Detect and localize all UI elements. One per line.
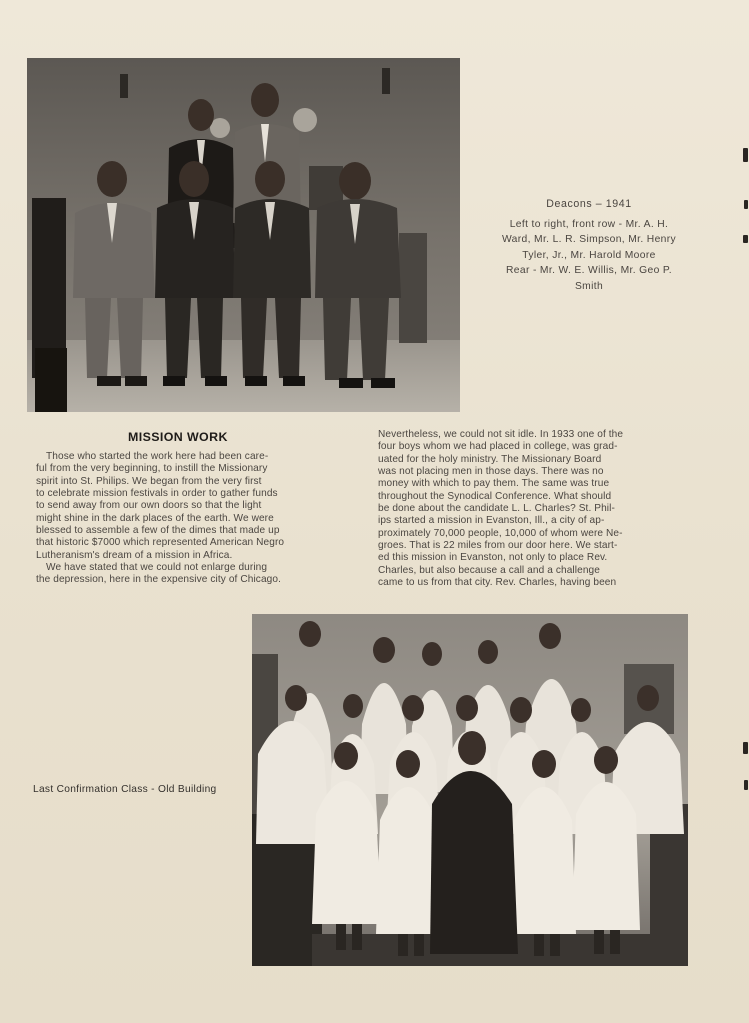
right-edge-mark xyxy=(743,148,748,162)
text-line: ips started a mission in Evanston, Ill., a city of ap- xyxy=(378,515,605,527)
article-right-column xyxy=(378,429,690,589)
text-line: ed this mission in Evanston, not only to place Rev. xyxy=(378,552,608,564)
text-line: proximately 70,000 people, 10,000 of whom were Ne- xyxy=(378,527,623,539)
right-edge-mark xyxy=(743,742,748,754)
text-line: ful from the very beginning, to instill the Missionary xyxy=(36,463,268,475)
text-line: four boys whom we had placed in college, was grad- xyxy=(378,441,618,453)
text-line: might shine in the dark places of the earth. We were xyxy=(36,512,274,524)
text-line: We have stated that we could not enlarge during xyxy=(46,562,268,574)
right-edge-mark xyxy=(743,235,748,243)
article-left-column xyxy=(36,451,340,587)
text-line: that historic $7000 which represented American Negro xyxy=(36,537,285,549)
text-line: was not placing men in those days. There was no xyxy=(378,466,604,478)
confirmation-class-photo xyxy=(252,614,688,966)
text-line: to send away from our own doors so that the light xyxy=(36,500,262,512)
text-line: Those who started the work here had been care- xyxy=(46,451,269,462)
deacons-caption-line: Smith xyxy=(574,280,604,292)
deacons-caption-title: Deacons – 1941 xyxy=(546,198,632,210)
text-line: spirit into St. Philips. We began from the very first xyxy=(36,475,262,487)
deacons-caption-line: Tyler, Jr., Mr. Harold Moore xyxy=(522,249,656,261)
text-line: to celebrate mission festivals in order to gather funds xyxy=(36,488,278,500)
deacons-caption-line: Rear - Mr. W. E. Willis, Mr. Geo P. xyxy=(506,265,672,276)
text-line: came to us from that city. Rev. Charles, having been xyxy=(378,577,617,589)
text-line: Lutheranism's dream of a mission in Africa. xyxy=(36,549,233,561)
deacons-caption-line: Ward, Mr. L. R. Simpson, Mr. Henry xyxy=(501,234,676,245)
right-edge-mark xyxy=(744,780,748,790)
text-line: groes. That is 22 miles from our door here. We start- xyxy=(378,540,618,552)
article-heading: MISSION WORK xyxy=(128,430,228,444)
text-line: be done about the candidate L. L. Charles? St. Phil- xyxy=(378,503,615,515)
text-line: blessed to assemble a few of the dimes that made up xyxy=(36,525,280,537)
text-line: throughout the Synodical Conference. What should xyxy=(378,490,612,502)
text-line: money with which to pay them. The same was true xyxy=(378,478,610,490)
text-line: Charles, but also because a call and a challenge xyxy=(378,564,600,576)
text-line: Nevertheless, we could not sit idle. In 1933 one of the xyxy=(378,429,624,440)
right-edge-mark xyxy=(744,200,748,209)
text-line: the depression, here in the expensive city of Chicago. xyxy=(36,574,281,586)
deacons-caption xyxy=(466,197,712,294)
confirmation-class-caption: Last Confirmation Class - Old Building xyxy=(33,784,217,795)
text-line: uated for the holy ministry. The Missionary Board xyxy=(378,453,602,465)
deacons-caption-line: Left to right, front row - Mr. A. H. xyxy=(509,218,669,230)
deacons-photo xyxy=(27,58,460,412)
